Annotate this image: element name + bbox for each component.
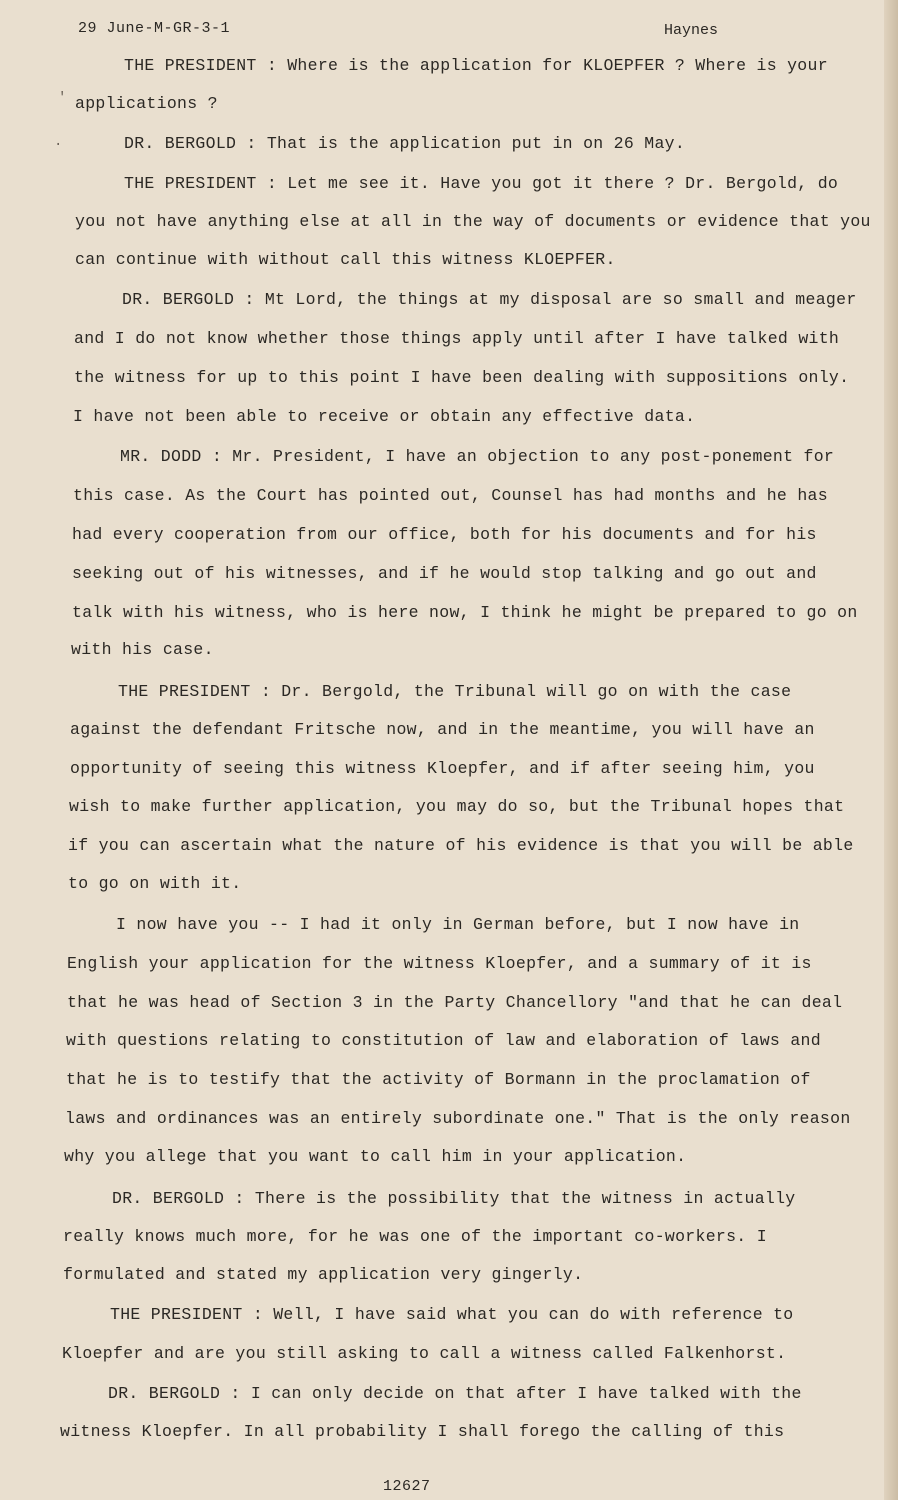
transcript-line: I now have you -- I had it only in German before, but I now have in	[116, 915, 800, 934]
transcript-line: laws and ordinances was an entirely subordinate one." That is the only reason	[65, 1109, 851, 1128]
transcript-line: applications ?	[75, 94, 218, 113]
transcript-line: can continue with without call this witness KLOEPFER.	[75, 250, 616, 269]
reporter-name: Haynes	[664, 22, 719, 39]
transcript-line: Kloepfer and are you still asking to call a witness called Falkenhorst.	[62, 1344, 787, 1363]
transcript-line: if you can ascertain what the nature of his evidence is that you will be able	[68, 836, 854, 855]
transcript-line: why you allege that you want to call him in your application.	[64, 1147, 687, 1166]
transcript-line: opportunity of seeing this witness Kloepfer, and if after seeing him, you	[70, 759, 815, 778]
transcript-line: wish to make further application, you may do so, but the Tribunal hopes that	[69, 797, 845, 816]
transcript-line: this case. As the Court has pointed out, Counsel has had months and he has	[73, 486, 828, 505]
transcript-line: THE PRESIDENT : Well, I have said what you can do with reference to	[110, 1305, 794, 1324]
transcript-line: talk with his witness, who is here now, I think he might be prepared to go on	[72, 603, 858, 622]
transcript-line: had every cooperation from our office, both for his documents and for his	[72, 525, 817, 544]
transcript-line: that he is to testify that the activity of Bormann in the proclamation of	[66, 1070, 811, 1089]
transcript-line: witness Kloepfer. In all probability I shall forego the calling of this	[60, 1422, 785, 1441]
transcript-line: against the defendant Fritsche now, and in the meantime, you will have an	[70, 720, 815, 739]
transcript-line: MR. DODD : Mr. President, I have an objection to any post-ponement for	[120, 447, 835, 466]
document-code: 29 June-M-GR-3-1	[78, 20, 231, 37]
transcript-line: DR. BERGOLD : There is the possibility that the witness in actually	[112, 1189, 796, 1208]
transcript-line: English your application for the witness Kloepfer, and a summary of it is	[67, 954, 812, 973]
transcript-line: THE PRESIDENT : Where is the application for KLOEPFER ? Where is your	[124, 56, 828, 75]
transcript-line: THE PRESIDENT : Let me see it. Have you got it there ? Dr. Bergold, do	[124, 174, 839, 193]
transcript-line: you not have anything else at all in the way of documents or evidence that you	[75, 212, 871, 231]
transcript-line: DR. BERGOLD : That is the application put in on 26 May.	[124, 134, 686, 153]
transcript-line: seeking out of his witnesses, and if he would stop talking and go out and	[72, 564, 817, 583]
transcript-line: and I do not know whether those things apply until after I have talked with	[74, 329, 840, 348]
transcript-line: formulated and stated my application very gingerly.	[63, 1265, 584, 1284]
transcript-line: with questions relating to constitution of law and elaboration of laws and	[66, 1031, 821, 1050]
transcript-line: DR. BERGOLD : Mt Lord, the things at my disposal are so small and meager	[122, 290, 857, 309]
transcript-line: DR. BERGOLD : I can only decide on that after I have talked with the	[108, 1384, 802, 1403]
transcript-line: THE PRESIDENT : Dr. Bergold, the Tribunal will go on with the case	[118, 682, 792, 701]
page-number: 12627	[383, 1478, 431, 1495]
transcript-line: that he was head of Section 3 in the Party Chancellory "and that he can deal	[67, 993, 843, 1012]
transcript-line: with his case.	[71, 640, 214, 659]
transcript-line: I have not been able to receive or obtain any effective data.	[73, 407, 696, 426]
stray-mark: .	[54, 134, 63, 150]
transcript-line: really knows much more, for he was one of the important co-workers. I	[63, 1227, 767, 1246]
paper-edge	[884, 0, 898, 1500]
stray-mark: '	[58, 90, 67, 106]
transcript-line: the witness for up to this point I have been dealing with suppositions only.	[74, 368, 850, 387]
transcript-line: to go on with it.	[68, 874, 242, 893]
